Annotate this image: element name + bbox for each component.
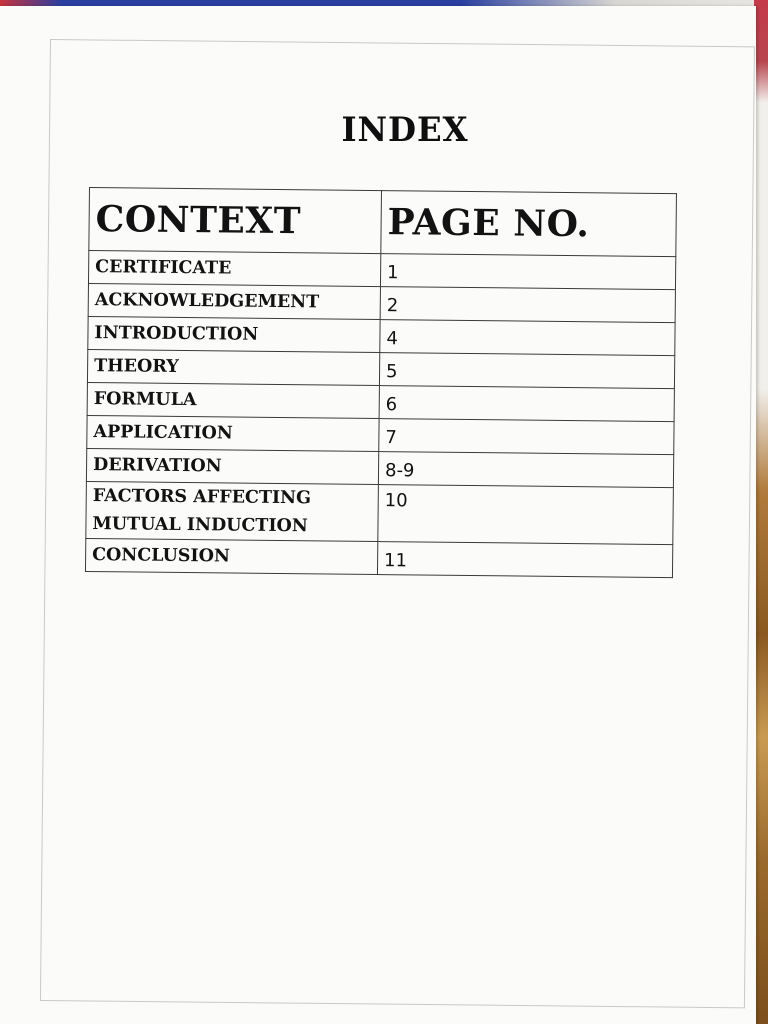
row-context: CERTIFICATE [88, 251, 380, 287]
row-context: ACKNOWLEDGEMENT [88, 283, 380, 319]
row-page: 6 [379, 386, 674, 422]
background-strip-right [754, 0, 768, 1024]
row-context: DERIVATION [86, 448, 378, 484]
row-page: 5 [379, 353, 674, 389]
row-context: CONCLUSION [85, 538, 377, 574]
index-table [85, 187, 677, 578]
row-context-line-1: FACTORS AFFECTING [92, 486, 312, 509]
header-page-no: PAGE NO. [381, 191, 677, 257]
header-context: CONTEXT [89, 188, 382, 254]
table-row [86, 481, 674, 544]
row-context-line-2: MUTUAL INDUCTION [92, 514, 308, 537]
row-context: APPLICATION [87, 415, 379, 451]
row-page: 1 [380, 254, 675, 290]
row-context: FORMULA [87, 382, 379, 418]
table-header-row [89, 188, 677, 257]
page-title: INDEX [341, 110, 469, 150]
row-context [86, 481, 379, 541]
row-page: 8-9 [378, 452, 673, 488]
row-context: THEORY [87, 349, 379, 385]
row-page: 4 [380, 320, 675, 356]
paper-sheet [0, 6, 756, 1024]
row-page: 11 [377, 542, 672, 578]
row-page: 2 [380, 287, 675, 323]
row-page: 10 [378, 485, 674, 545]
table-row [85, 538, 672, 577]
row-page: 7 [379, 419, 674, 455]
row-context: INTRODUCTION [88, 316, 380, 352]
